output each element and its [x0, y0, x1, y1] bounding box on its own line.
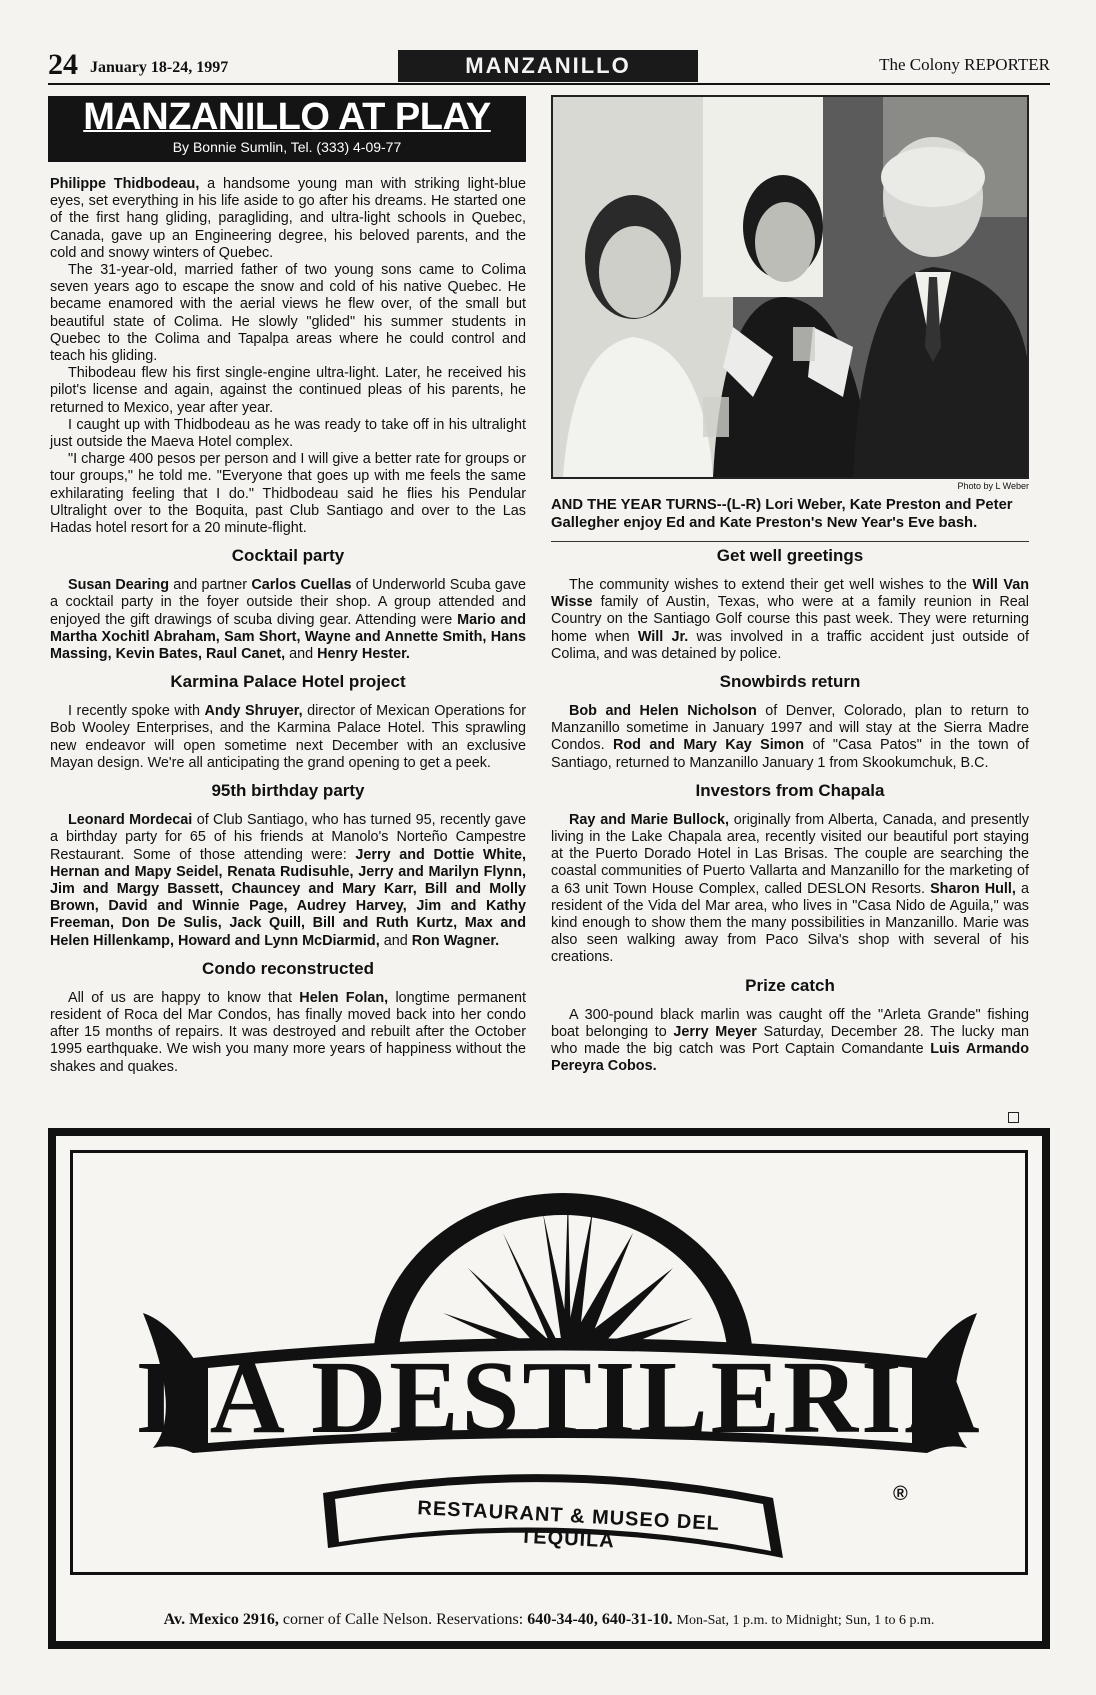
end-of-story-mark — [1008, 1112, 1019, 1123]
left-column — [50, 176, 526, 1076]
getwell-paragraph — [551, 577, 1029, 663]
person-name: Will Jr. — [637, 628, 689, 645]
paragraph-text: family of Austin, Texas, who were at a family reunion in Real Country on the Santiago Golf course this past week. They were returning home when — [551, 594, 1029, 645]
person-name: Ray and Marie Bullock, — [569, 811, 729, 828]
person-name: Helen Folan, — [299, 989, 389, 1006]
photo-caption — [551, 496, 1029, 532]
paragraph-text: Saturday, December 28. The lucky man who made the big catch was Port Captain Comandante — [551, 1023, 1029, 1058]
snowbirds-paragraph — [551, 703, 1029, 772]
paragraph-text: and — [383, 932, 408, 949]
paragraph-text: longtime permanent resident of Roca del Mar Condos, has finally moved back into her condo after 15 months of repairs. It was destroyed and rebuilt after the October 1995 earthquake. We wish you many more years of happiness without the shakes and quakes. — [50, 989, 526, 1075]
birthday-paragraph — [50, 812, 526, 950]
paragraph-text: of "Casa Patos" in the town of Santiago, returned to Manzanillo January 1 from Skookumchuk, B.C. — [551, 737, 1029, 771]
ad-reservations-label: Reservations: — [436, 1611, 524, 1628]
column-headline: MANZANILLO AT PLAY — [83, 96, 491, 138]
condo-paragraph — [50, 990, 526, 1076]
paragraph-text: of Denver, Colorado, plan to return to Manzanillo sometime in January 1997 and will stay at the Sierra Madre Condos. — [551, 703, 1030, 754]
caption-rule — [551, 541, 1029, 542]
person-name: Henry Hester. — [317, 646, 410, 663]
paragraph-text: of Club Santiago, who has turned 95, recently gave a birthday party for 65 of his friends at Manolo's Norteño Campestre Restaurant. Some of those attending were: — [50, 812, 526, 863]
paragraph-text: A 300-pound black marlin was caught off the "Arleta Grande" fishing boat belonging to — [551, 1006, 1029, 1040]
person-name: Bob and Helen Nicholson — [569, 703, 757, 720]
investors-paragraph — [551, 812, 1029, 967]
paragraph-text: director of Mexican Operations for Bob Wooley Enterprises, and the Karmina Palace Hotel. This sprawling new endeavor will open sometime next December with an exclusive Mayan design. We're all anticipating the grand opening to get a peek. — [50, 703, 526, 771]
paragraph-text: I recently spoke with — [68, 703, 200, 720]
person-name: Andy Shruyer, — [204, 703, 303, 720]
heading-get-well: Get well greetings — [716, 546, 864, 565]
page-header — [48, 50, 1050, 88]
issue-date: January 18-24, 1997 — [90, 59, 229, 76]
page-number: 24 — [48, 48, 78, 81]
ad-brand-name: LA DESTILERIA — [137, 1340, 983, 1455]
caption-names: Lori Weber, Kate Preston — [765, 497, 941, 513]
caption-text: and — [945, 497, 972, 513]
intro-paragraph-3: Thibodeau flew his first single-engine ultra-light. Later, he received his pilot's license and again, against the continued pleas of his parents, he returned to Mexico, year after year. — [50, 365, 526, 416]
caption-names: Peter Gallegher — [551, 497, 1013, 531]
photo-credit: Photo by L Weber — [957, 481, 1029, 491]
heading-prize-catch: Prize catch — [745, 975, 835, 995]
paragraph-text: and partner — [173, 577, 248, 594]
section-banner: MANZANILLO — [398, 50, 698, 82]
person-name: Ron Wagner. — [411, 932, 500, 949]
person-name: Leonard Mordecai — [68, 812, 193, 829]
prize-paragraph — [551, 1007, 1029, 1076]
column-title-box — [48, 96, 526, 162]
paragraph-text: All of us are happy to know that — [68, 989, 292, 1006]
attendee-names: Jerry and Dottie White, Hernan and Mapy Seidel, Renata Rudisuhle, Jerry and Marilyn Flynn, Jim and Margy Bassett, Chauncey and Mary Karr, Bill and Molly Brown, David and Winnie Page, Audrey Harvey, Jim and Kathy Freeman, Don De Sulis, Jack Quill, Bill and Ruth Kurtz, Max and Helen Hillenkamp, Howard and Lynn McDiarmid, — [50, 846, 527, 949]
paragraph-text: a resident of the Vida del Mar area, who lives in "Casa Nido de Aguila," was kind enough to show them the many possibilities in Manzanillo. Marie was also seen walking away from Paco Silva's shop with several of his creations. — [551, 880, 1030, 966]
right-column — [551, 546, 1029, 1075]
paper-name: The Colony REPORTER — [879, 55, 1050, 74]
heading-karmina-palace: Karmina Palace Hotel project — [170, 672, 406, 692]
intro-paragraph-5: "I charge 400 pesos per person and I will give a better rate for groups or tour groups," he told me. "Everyone that goes up with me feels the same exhilarating feeling that I do." Thidbodeau said he flies his Pendular Ultralight over to the Boquita, past Club Santiago and over to the Las Hadas hotel resort for a 20 minute-flight. — [50, 451, 526, 537]
heading-investors: Investors from Chapala — [695, 780, 885, 800]
heading-condo-reconstructed: Condo reconstructed — [202, 958, 374, 978]
person-name: Will Van Wisse — [551, 577, 1030, 611]
la-destileria-advertisement — [48, 1128, 1050, 1649]
ad-address: Av. Mexico 2916, — [163, 1611, 279, 1628]
person-name: Rod and Mary Kay Simon — [613, 737, 805, 754]
person-name: Philippe Thidbodeau, — [50, 176, 200, 192]
paragraph-text: was involved in a traffic accident just outside of Colima, and was detained by police. — [551, 628, 1029, 662]
intro-paragraph-4: I caught up with Thidbodeau as he was ready to take off in his ultralight just outside the Maeva Hotel complex. — [50, 416, 526, 451]
party-photo — [551, 95, 1029, 479]
registered-mark: ® — [893, 1483, 908, 1505]
person-name: Luis Armando Pereyra Cobos. — [551, 1041, 1029, 1075]
person-name: Susan Dearing — [68, 577, 169, 594]
person-name: Sharon Hull, — [930, 880, 1016, 897]
paragraph-text: originally from Alberta, Canada, and presently living in the Lake Chapala area, recently visited our beautiful port staying at the Puerto Dorado Hotel in Las Brisas. The couple are searching the coastal communities of Puerto Vallarta and Manzanillo for the marketing of a 63 unit Town House Complex, called DESLON Resorts. — [551, 811, 1030, 897]
paragraph-text: and — [289, 646, 314, 663]
photo-illustration — [553, 97, 1027, 477]
paragraph-text: of Underworld Scuba gave a cocktail party in the foyer outside their shop. A group attended and enjoyed the gift drawings of scuba diving gear. Attending were — [50, 577, 527, 628]
cocktail-paragraph — [50, 577, 526, 663]
heading-snowbirds: Snowbirds return — [719, 672, 861, 692]
ad-inner-frame — [70, 1150, 1028, 1575]
ad-hours: Mon-Sat, 1 p.m. to Midnight; Sun, 1 to 6 p.m. — [676, 1613, 935, 1628]
intro-paragraph-2: The 31-year-old, married father of two young sons came to Colima seven years ago to escape the snow and cold of his native Quebec. He became enamored with the aerial views he flew over, of the small but beautiful state of Colima. He slowly "glided" his summer students in Quebec to the Colima and Tapalpa areas where he could control and teach his gliding. — [50, 262, 526, 365]
intro-paragraph-1 — [50, 176, 526, 262]
caption-lead: AND THE YEAR TURNS--(L-R) — [551, 497, 762, 513]
ad-address-detail: corner of Calle Nelson. — [282, 1611, 433, 1628]
byline: By Bonnie Sumlin, Tel. (333) 4-09-77 — [172, 139, 402, 155]
header-rule — [48, 83, 1050, 85]
attendee-names: Mario and Martha Xochitl Abraham, Sam Short, Wayne and Annette Smith, Hans Massing, Kevin Bates, Raul Canet, — [50, 611, 526, 663]
caption-text: enjoy Ed and Kate Preston's New Year's Eve bash. — [623, 515, 978, 531]
person-name: Jerry Meyer — [673, 1023, 757, 1040]
ad-tagline: RESTAURANT & MUSEO DEL TEQUILA — [416, 1497, 721, 1553]
paragraph-text: a handsome young man with striking light-blue eyes, set everything in his life aside to go after his dreams. He started one of the first hang gliding, paragliding, and ultra-light schools in Quebec, Canada, gave up an Engineering degree, his beloved parents, and the cold and snowy winters of Quebec. — [50, 176, 526, 261]
heading-cocktail-party: Cocktail party — [231, 546, 345, 566]
heading-birthday-party: 95th birthday party — [211, 781, 365, 801]
ad-phones: 640-34-40, 640-31-10. — [527, 1611, 673, 1628]
paragraph-text: The community wishes to extend their get well wishes to the — [569, 577, 967, 593]
karmina-paragraph — [50, 703, 526, 772]
ad-contact-line — [56, 1611, 1042, 1629]
person-name: Carlos Cuellas — [251, 577, 352, 594]
